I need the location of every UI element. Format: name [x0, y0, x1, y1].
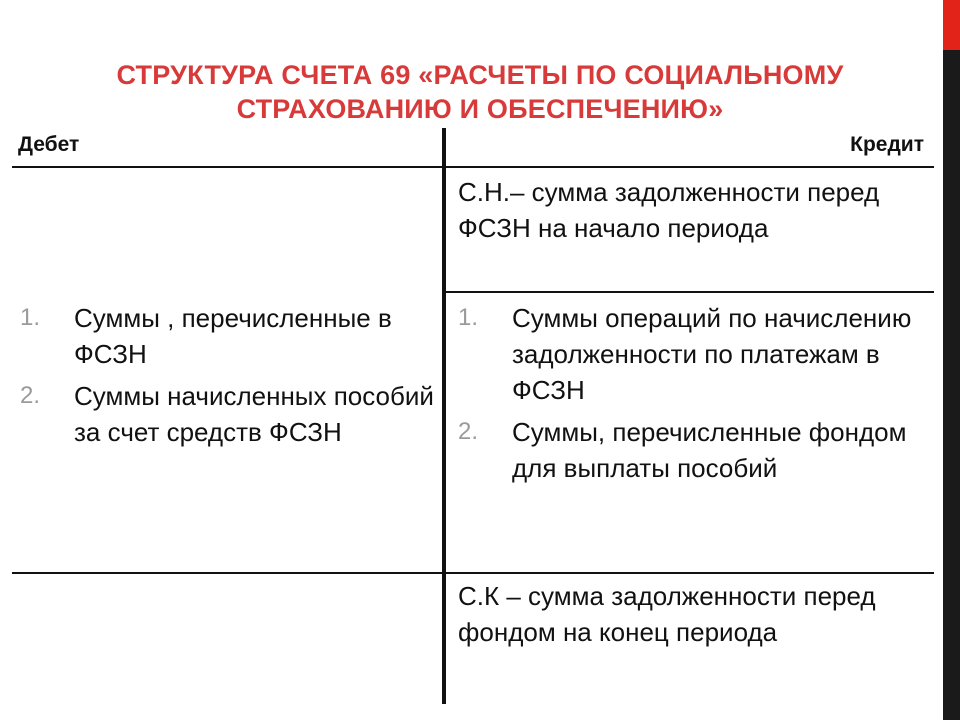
list-item [20, 300, 438, 372]
list-item-number: 2. [20, 382, 41, 409]
credit-turnover [458, 300, 928, 492]
side-stripe-dark [943, 0, 960, 720]
credit-items-list [458, 300, 928, 486]
credit-header: Кредит [850, 133, 924, 156]
debit-items-list [20, 300, 438, 450]
list-item-number: 1. [20, 304, 41, 331]
side-stripe-red [943, 0, 960, 50]
slide-title [30, 58, 930, 126]
credit-opening-text: С.Н.– сумма задолженности перед ФСЗН на начало периода [458, 177, 880, 243]
credit-opening-balance [458, 174, 928, 246]
list-item-number: 2. [458, 418, 479, 445]
slide-title-line-2: СТРАХОВАНИЮ И ОБЕСПЕЧЕНИЮ» [236, 94, 724, 124]
slide-title-line-1: СТРУКТУРА СЧЕТА 69 «РАСЧЕТЫ ПО СОЦИАЛЬНОМУ [116, 60, 844, 90]
debit-turnover [20, 300, 438, 456]
list-item-number: 1. [458, 304, 479, 331]
list-item-text: Суммы начисленных пособий за счет средств ФСЗН [74, 381, 434, 447]
list-item-text: Суммы , перечисленные в ФСЗН [74, 303, 392, 369]
credit-closing-balance [458, 578, 928, 650]
t-account-vertical-line [442, 128, 446, 704]
list-item [458, 414, 928, 486]
credit-opening-divider [444, 291, 934, 293]
list-item [458, 300, 928, 408]
list-item-text: Суммы операций по начислению задолженности по платежам в ФСЗН [512, 303, 912, 405]
turnover-divider [12, 572, 934, 574]
credit-closing-text: С.К – сумма задолженности перед фондом на конец периода [458, 581, 876, 647]
header-divider [12, 166, 934, 168]
debit-header: Дебет [18, 133, 80, 156]
list-item-text: Суммы, перечисленные фондом для выплаты пособий [512, 417, 907, 483]
list-item [20, 378, 438, 450]
